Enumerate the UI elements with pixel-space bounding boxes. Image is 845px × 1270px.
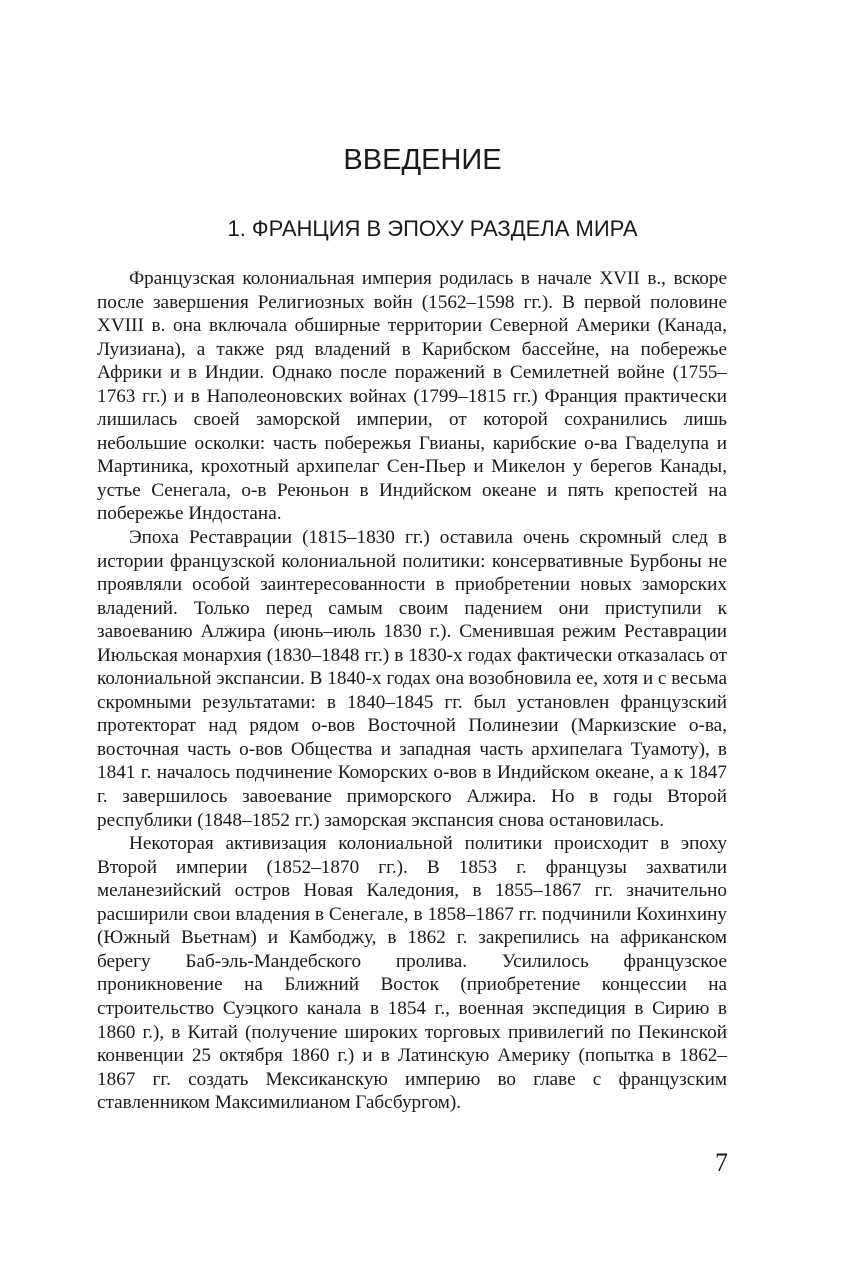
section-title: 1. ФРАНЦИЯ В ЭПОХУ РАЗДЕЛА МИРА (227, 216, 638, 241)
chapter-title: ВВЕДЕНИЕ (343, 144, 502, 176)
paragraph: Французская колониальная империя родилась в начале XVII в., вскоре после завершения Религиозных войн (1562–1598 гг.). В первой половине XVIII в. она включала обширные территории Северной Америки (Канада, Луизиана), а также ряд владений в Карибском бассейне, на побережье Африки и в Индии. Однако после поражений в Семилетней войне (1755–1763 гг.) и в Наполеоновских войнах (1799–1815 гг.) Франция практически лишилась своей заморской империи, от которой сохранились лишь небольшие осколки: часть побережья Гвианы, карибские о-ва Гваделупа и Мартиника, крохотный архипелаг Сен-Пьер и Микелон у берегов Канады, устье Сенегала, о-в Реюньон в Индийском океане и пять крепостей на побережье Индостана. (97, 268, 727, 525)
body-text (97, 267, 727, 1115)
paragraph: Эпоха Реставрации (1815–1830 гг.) оставила очень скромный след в истории французской колониальной политики: консервативные Бурбоны не проявляли особой заинтересованности в приобретении новых заморских владений. Только перед самым своим падением они приступили к завоеванию Алжира (июнь–июль 1830 г.). Сменившая режим Реставрации Июльская монархия (1830–1848 гг.) в 1830-х годах фактически отказалась от колониальной экспансии. В 1840-х годах она возобновила ее, хотя и с весьма скромными результатами: в 1840–1845 гг. был установлен французский протекторат над рядом о-вов Восточной Полинезии (Маркизские о-ва, восточная часть о-вов Общества и западная часть архипелага Туамоту), в 1841 г. началось подчинение Коморских о-вов в Индийском океане, а к 1847 г. завершилось завоевание приморского Алжира. Но в годы Второй республики (1848–1852 гг.) заморская экспансия снова остановилась. (97, 527, 727, 831)
paragraph: Некоторая активизация колониальной политики происходит в эпоху Второй империи (1852–1870 гг.). В 1853 г. французы захватили меланезийский остров Новая Каледония, в 1855–1867 гг. значительно расширили свои владения в Сенегале, в 1858–1867 гг. подчинили Кохинхину (Южный Вьетнам) и Камбоджу, в 1862 г. закрепились на африканском берегу Баб-эль-Мандебского пролива. Усилилось французское проникновение на Ближний Восток (приобретение концессии на строительство Суэцкого канала в 1854 г., военная экспедиция в Сирию в 1860 г.), в Китай (получение широких торговых привилегий по Пекинской конвенции 25 октября 1860 г.) и в Латинскую Америку (попытка в 1862–1867 гг. создать Мексиканскую империю во главе с французским ставленником Максимилианом Габсбургом). (97, 833, 727, 1114)
page-number: 7 (715, 1148, 728, 1177)
